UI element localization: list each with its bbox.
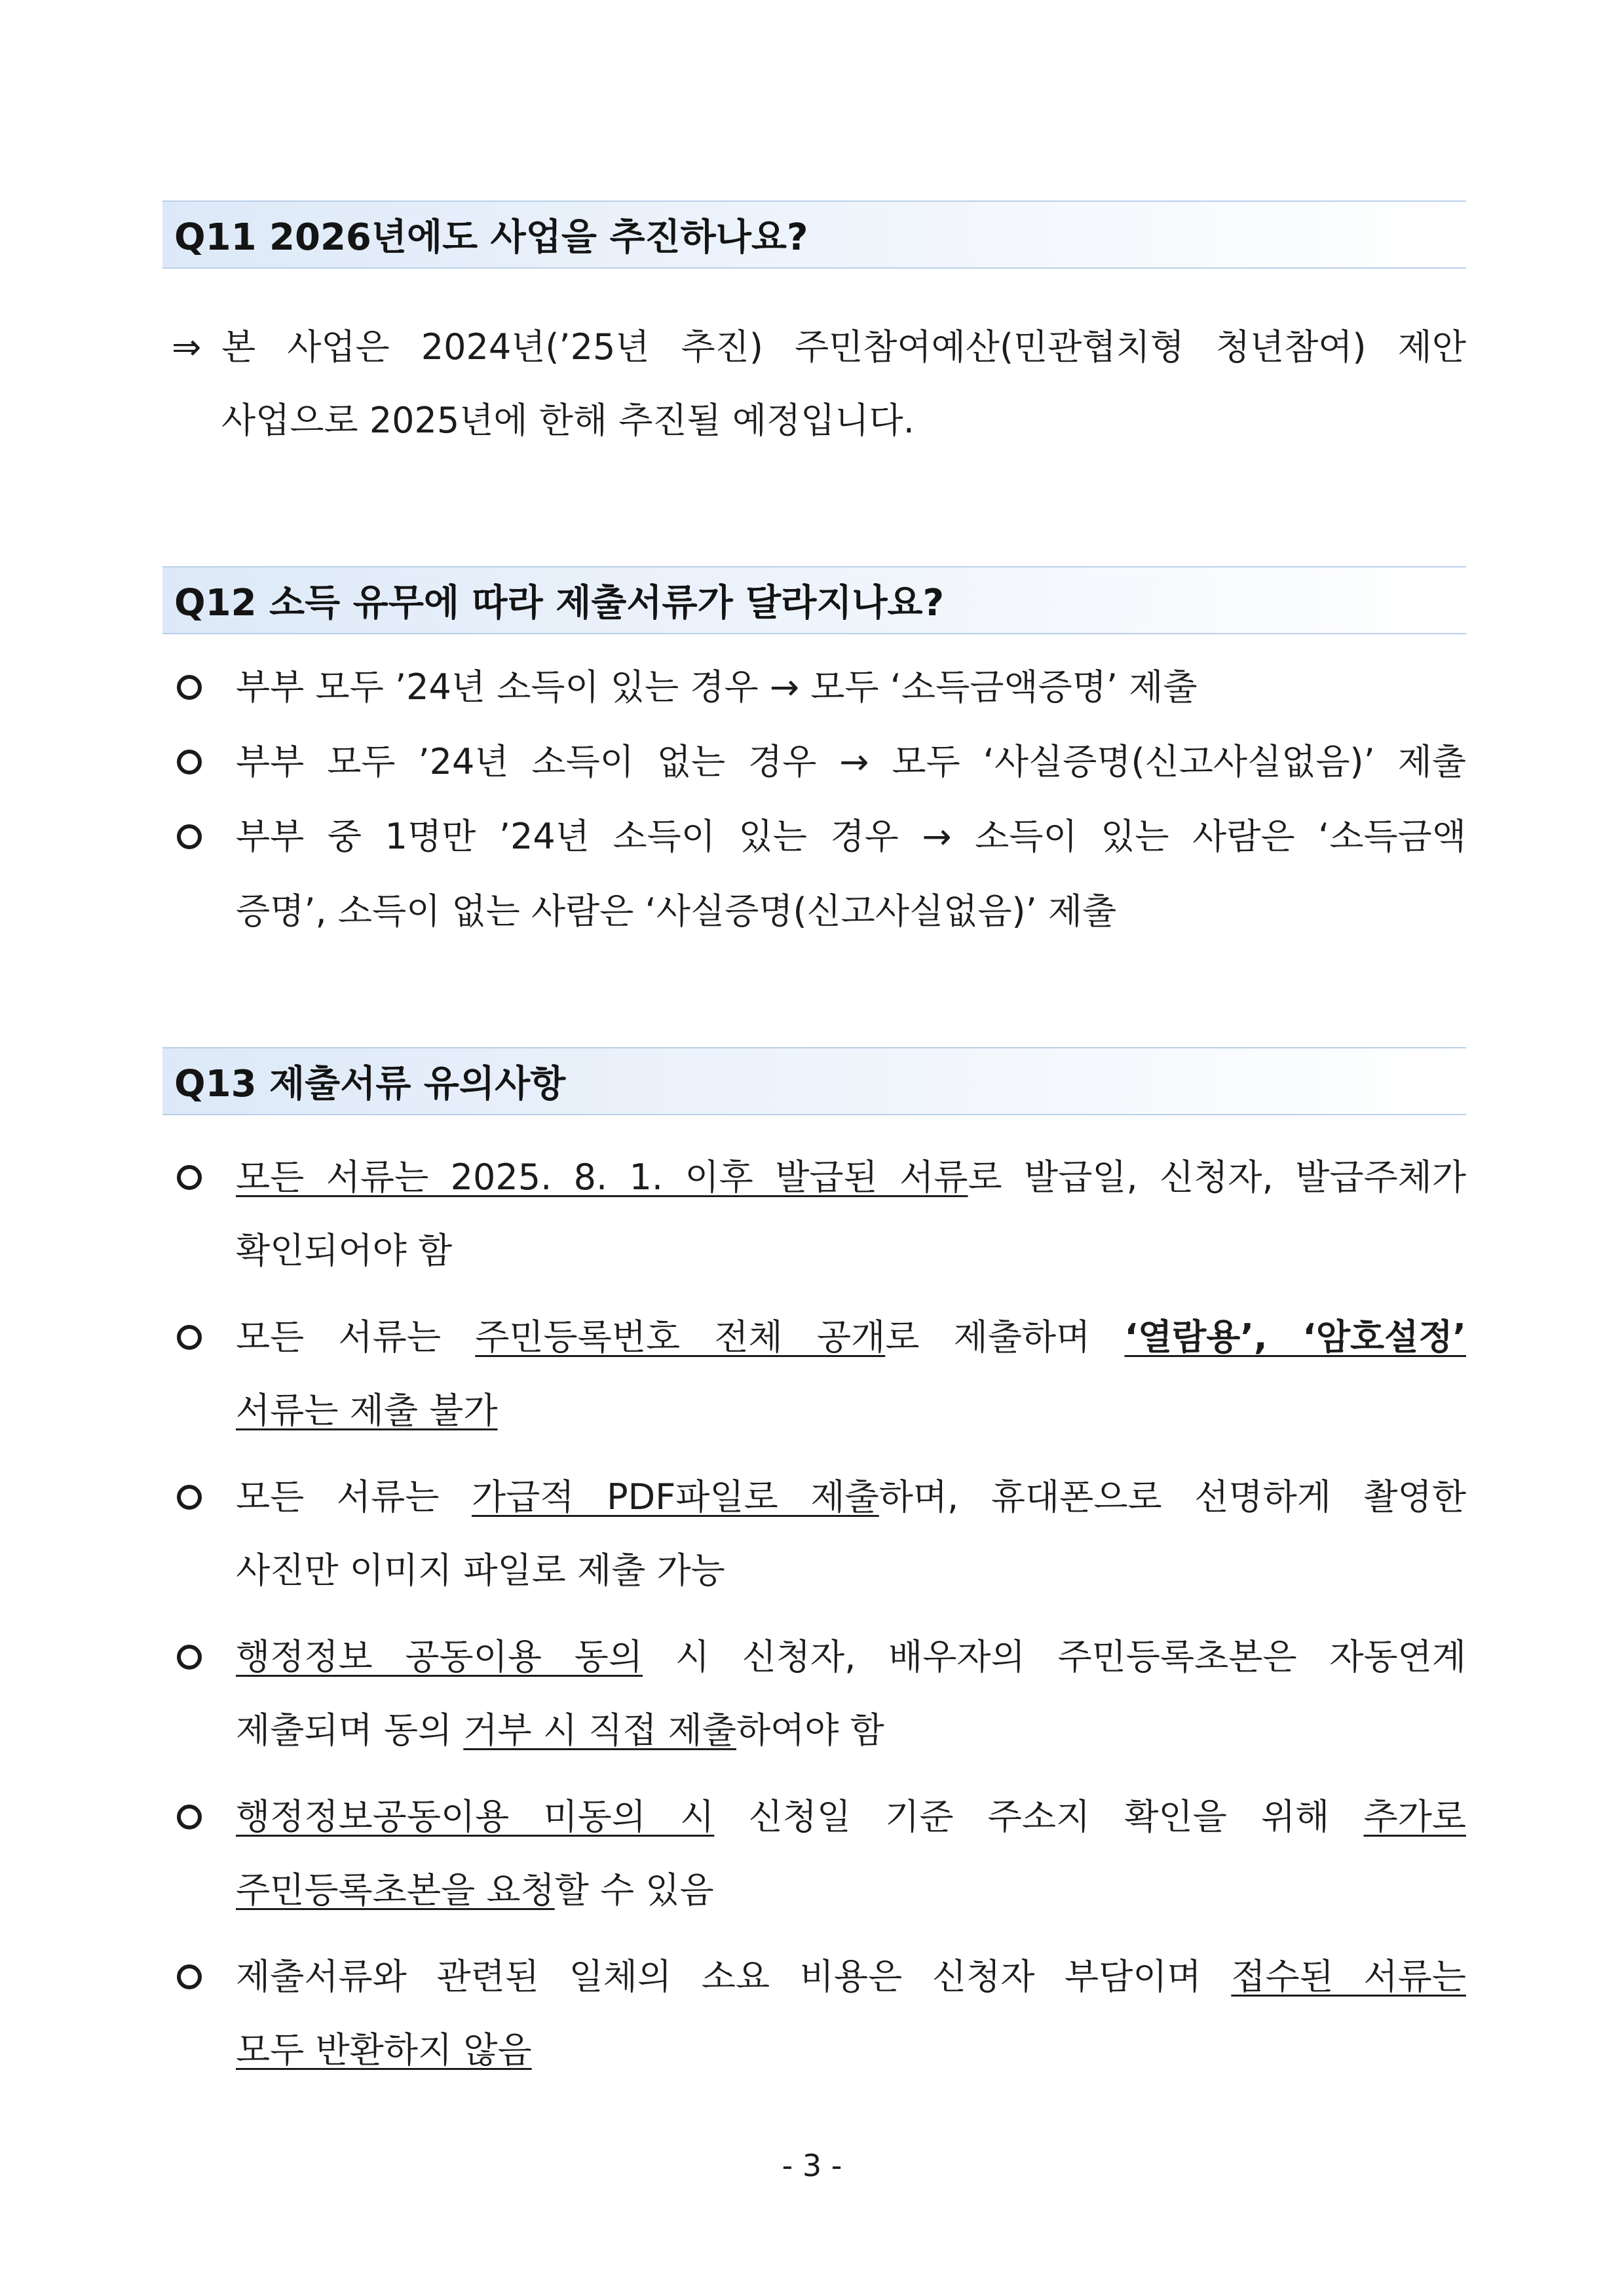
body-text: 하여야 함 (736, 1710, 884, 1751)
circle-bullet-icon (177, 824, 202, 849)
emphasis-text: 모두 반환하지 않음 (236, 2029, 532, 2071)
circle-bullet-icon (177, 1165, 202, 1190)
emphasis-text: 행정정보공동이용 미동의 시 (236, 1796, 715, 1837)
circle-bullet-icon (177, 750, 202, 775)
emphasis-text: 가급적 PDF파일로 제출 (472, 1476, 879, 1518)
page-number: - 3 - (782, 2148, 842, 2183)
q12-heading-bar (162, 566, 1466, 634)
q13-item-1-line2: 확인되어야 함 (236, 1230, 453, 1271)
emphasis-text: ‘열람용’, ‘암호설정’ (1124, 1316, 1467, 1358)
circle-bullet-icon (177, 1485, 202, 1510)
q12-heading: Q12 소득 유무에 따라 제출서류가 달라지나요? (174, 582, 945, 624)
emphasis-text: 거부 시 직접 제출 (463, 1710, 736, 1751)
body-text: 로 제출하며 (885, 1316, 1125, 1358)
emphasis-text: 주민등록번호 전체 공개 (475, 1316, 886, 1358)
q11-answer-line1: 본 사업은 2024년(’25년 추진) 주민참여예산(민관협치형 청년참여) 제안 (221, 326, 1466, 368)
emphasis-text: 모든 서류는 2025. 8. 1. 이후 발급된 서류 (236, 1157, 968, 1198)
emphasis-text: 서류는 제출 불가 (236, 1390, 498, 1431)
q13-heading-bar (162, 1047, 1466, 1115)
body-text: 하며, 휴대폰으로 선명하게 촬영한 (878, 1476, 1466, 1518)
q13-item-4-line2 (236, 1710, 884, 1751)
body-text: 할 수 있음 (554, 1869, 714, 1911)
q13-item-1-line1 (236, 1157, 1466, 1198)
body-text: 시 신청자, 배우자의 주민등록초본은 자동연계 (643, 1636, 1466, 1677)
emphasis-text: 추가로 (1363, 1796, 1466, 1837)
q13-item-3-line2: 사진만 이미지 파일로 제출 가능 (236, 1550, 725, 1591)
body-text: 신청일 기준 주소지 확인을 위해 (714, 1796, 1364, 1837)
emphasis-text: 접수된 서류는 (1231, 1956, 1466, 1997)
q13-item-3-line1 (236, 1476, 1466, 1518)
circle-bullet-icon (177, 1805, 202, 1829)
implies-arrow: ⇒ (172, 326, 202, 368)
q13-item-2-line1 (236, 1316, 1467, 1358)
q13-item-6-line2 (236, 2029, 532, 2071)
q11-answer-line2: 사업으로 2025년에 한해 추진될 예정입니다. (221, 400, 915, 441)
q13-heading: Q13 제출서류 유의사항 (174, 1063, 566, 1105)
body-text: 모든 서류는 (236, 1316, 476, 1358)
body-text: 로 발급일, 신청자, 발급주체가 (968, 1157, 1466, 1198)
q13-item-5-line2 (236, 1869, 714, 1911)
q13-item-5-line1 (236, 1796, 1466, 1837)
q12-bullet-3-line1: 부부 중 1명만 ’24년 소득이 있는 경우 → 소득이 있는 사람은 ‘소득금액 (236, 816, 1466, 857)
q13-item-6-line1 (236, 1956, 1466, 1997)
q11-heading-bar (162, 201, 1466, 269)
q12-bullet-1: 부부 모두 ’24년 소득이 있는 경우 → 모두 ‘소득금액증명’ 제출 (236, 666, 1198, 708)
emphasis-text: 주민등록초본을 요청 (236, 1869, 555, 1911)
circle-bullet-icon (177, 1325, 202, 1350)
q13-item-2-line2 (236, 1390, 498, 1431)
emphasis-text: 행정정보 공동이용 동의 (236, 1636, 643, 1677)
q13-item-4-line1 (236, 1636, 1466, 1677)
q11-heading: Q11 2026년에도 사업을 추진하나요? (174, 216, 808, 259)
body-text: 제출되며 동의 (236, 1710, 464, 1751)
body-text: 제출서류와 관련된 일체의 소요 비용은 신청자 부담이며 (236, 1956, 1232, 1997)
circle-bullet-icon (177, 1645, 202, 1670)
circle-bullet-icon (177, 1964, 202, 1989)
q12-bullet-2: 부부 모두 ’24년 소득이 없는 경우 → 모두 ‘사실증명(신고사실없음)’ 제출 (236, 741, 1466, 782)
body-text: 모든 서류는 (236, 1476, 472, 1518)
q12-bullet-3-line2: 증명’, 소득이 없는 사람은 ‘사실증명(신고사실없음)’ 제출 (236, 890, 1117, 932)
circle-bullet-icon (177, 675, 202, 700)
